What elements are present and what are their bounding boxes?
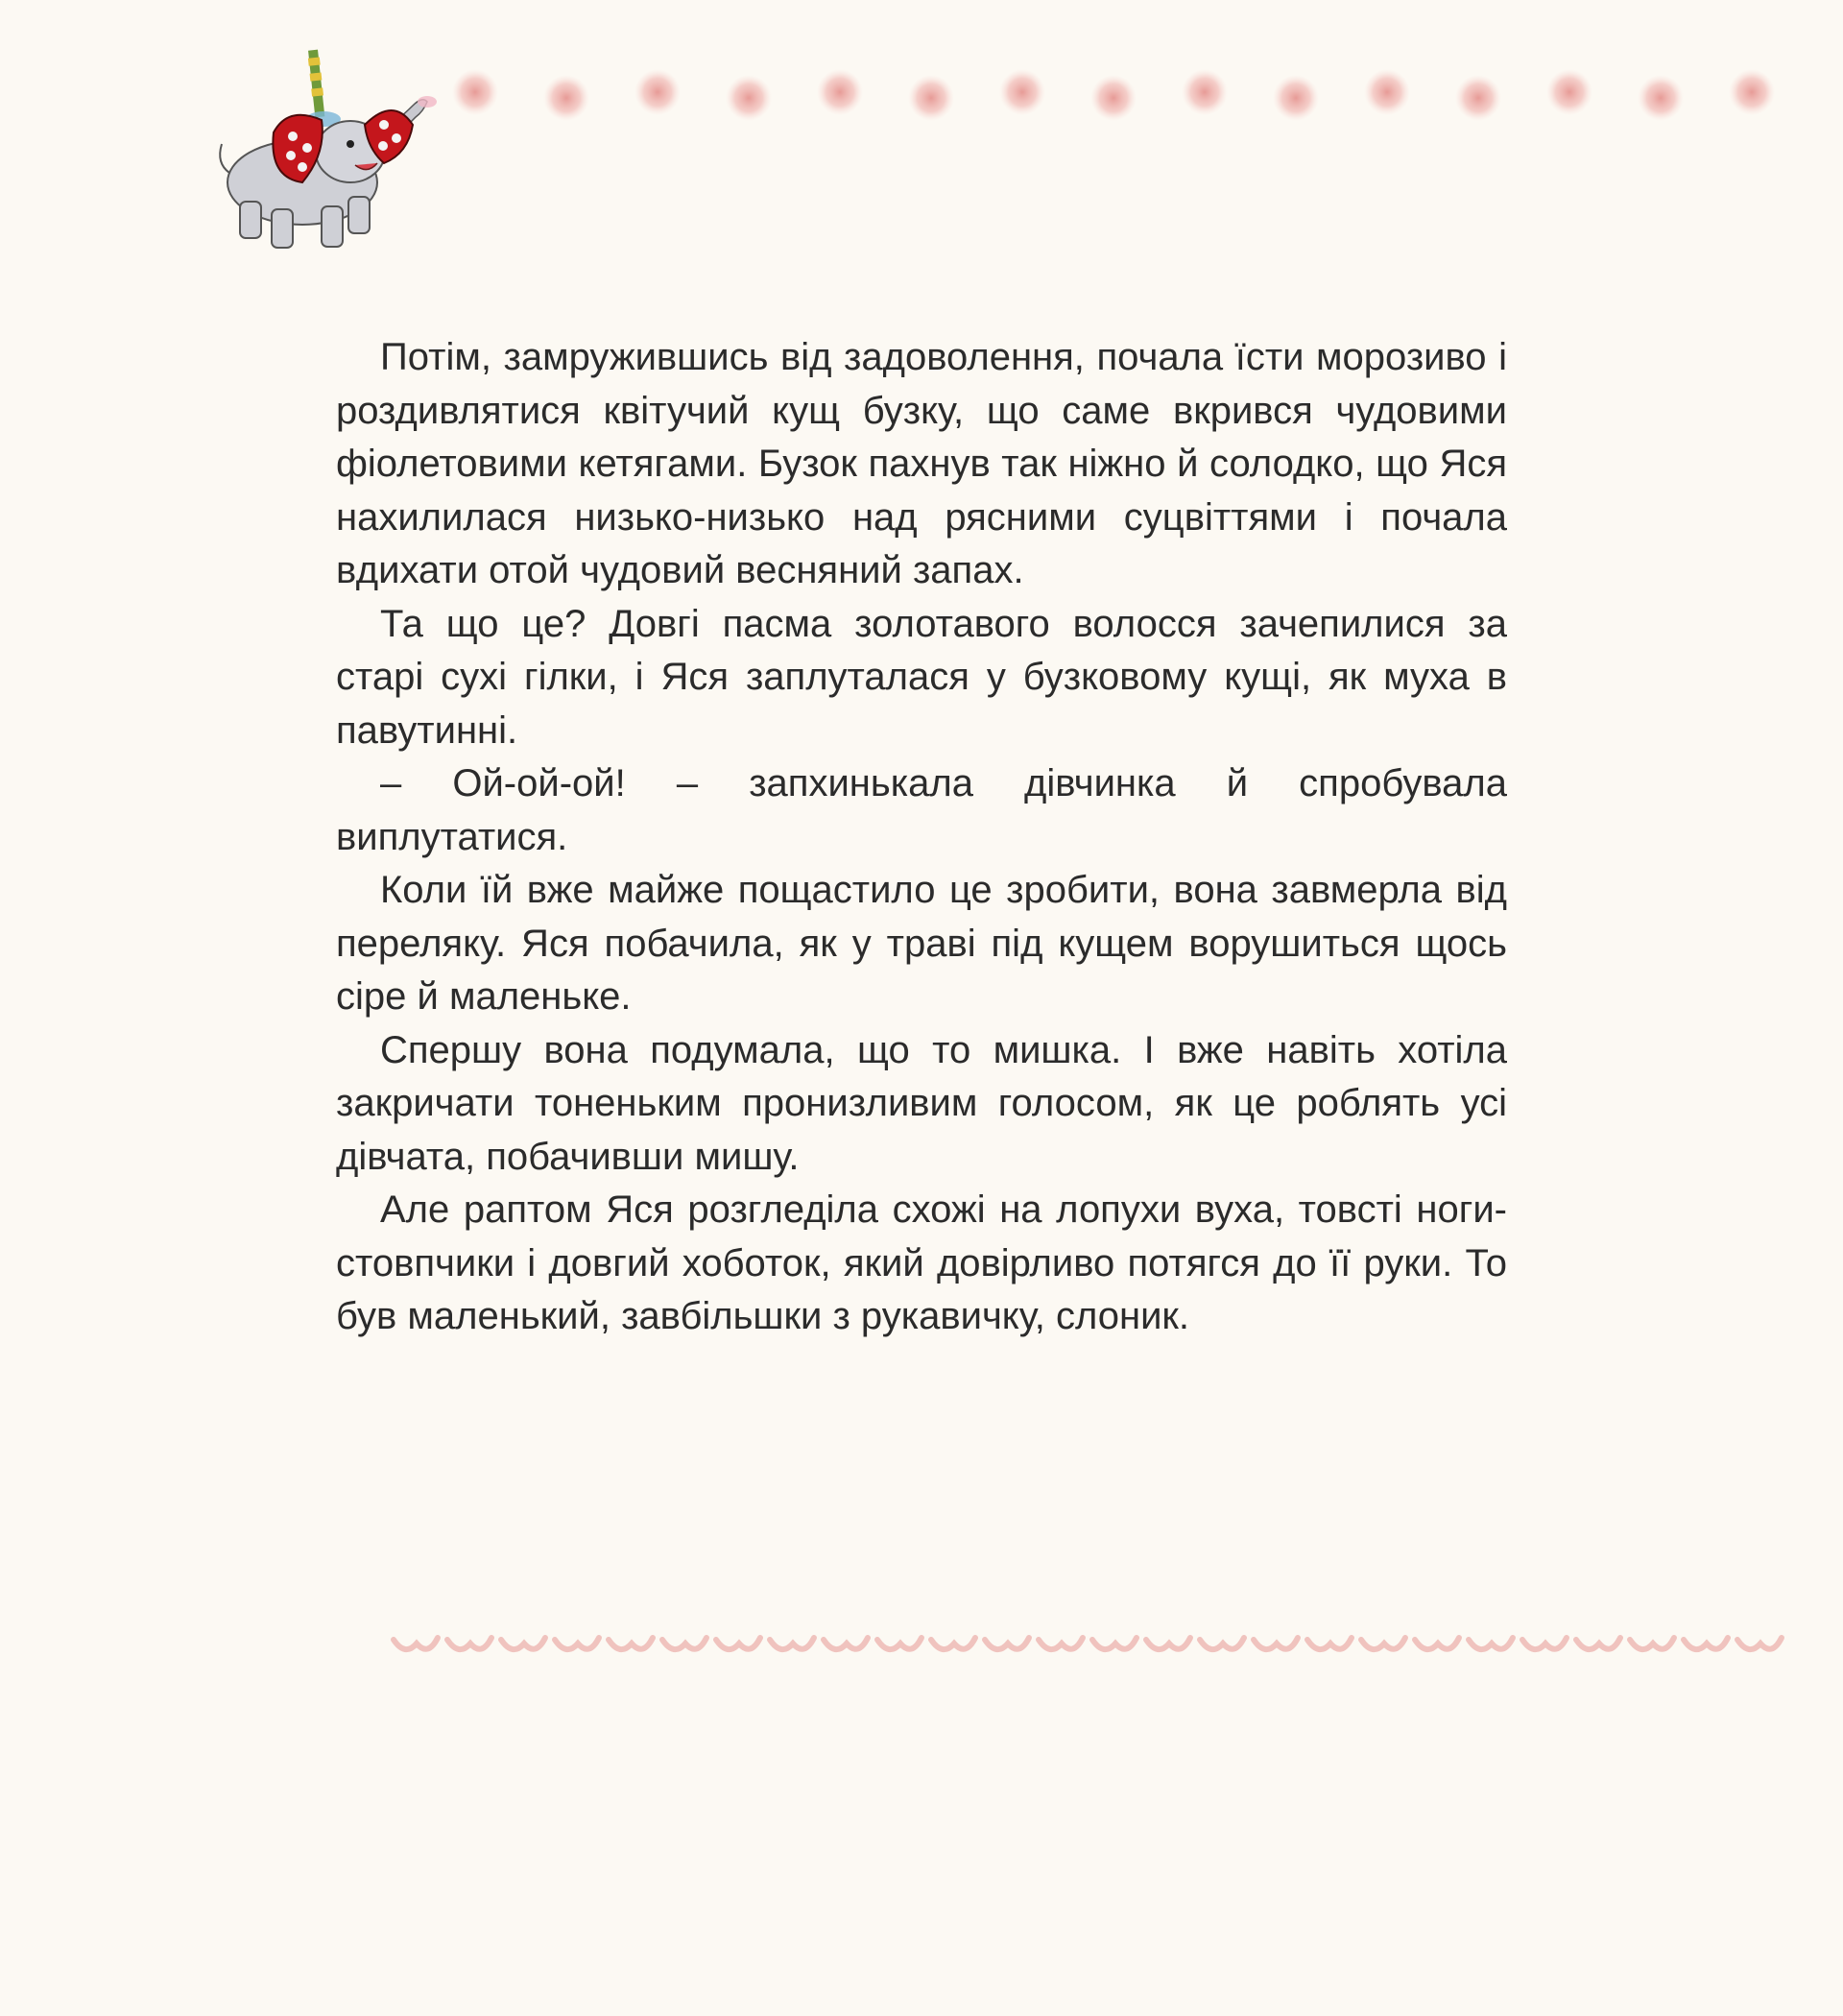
blossom-dot bbox=[1273, 75, 1319, 121]
wave-segment bbox=[1522, 1638, 1567, 1649]
wave-segment bbox=[931, 1638, 975, 1649]
blossom-dot bbox=[1455, 75, 1501, 121]
wave-segment bbox=[609, 1638, 653, 1649]
wave-segment bbox=[1630, 1638, 1674, 1649]
wave-segment bbox=[1415, 1638, 1459, 1649]
wave-segment bbox=[716, 1638, 760, 1649]
wave-segment bbox=[501, 1638, 545, 1649]
wave-segment bbox=[1039, 1638, 1083, 1649]
blossom-dot bbox=[1182, 69, 1228, 115]
wave-segment bbox=[394, 1638, 438, 1649]
story-text bbox=[336, 331, 1507, 1344]
blossom-dot bbox=[908, 75, 954, 121]
story-paragraph: Потім, замружившись від задоволення, почала їсти морозиво і роздивлятися квітучий кущ бузку, що саме вкрився чудовими фіолетовими кетягами. Бузок пахнув так ніжно й солодко, що Яся нахилилася низько-низько над рясними суцвіттями і почала вдихати отой чудовий весняний запах. bbox=[336, 336, 1507, 591]
story-paragraph: Спершу вона подумала, що то мишка. І вже навіть хотіла закричати тоненьким пронизливим голосом, як це роблять усі дівчата, побачивши мишу. bbox=[336, 1028, 1507, 1178]
blossom-dot bbox=[1090, 75, 1137, 121]
blossom-dot bbox=[817, 69, 863, 115]
wave-segment bbox=[1307, 1638, 1352, 1649]
story-paragraph: Та що це? Довгі пасма золотавого волосся зачепилися за старі сухі гілки, і Яся заплуталася у бузковому кущі, як муха в павутинні. bbox=[336, 602, 1507, 752]
pink-wave-border-icon bbox=[384, 1622, 1805, 1670]
wave-segment bbox=[1684, 1638, 1728, 1649]
blossom-dot bbox=[726, 75, 772, 121]
blossom-dot bbox=[543, 75, 589, 121]
story-paragraph: Коли їй вже майже пощастило це зробити, вона завмерла від переляку. Яся побачила, як у траві під кущем ворушиться щось сіре й маленьке. bbox=[336, 869, 1507, 1018]
wave-segment bbox=[1737, 1638, 1782, 1649]
wave-segment bbox=[555, 1638, 599, 1649]
wave-segment bbox=[662, 1638, 706, 1649]
blossom-dot bbox=[1364, 69, 1410, 115]
wave-segment bbox=[1469, 1638, 1513, 1649]
pink-blossom-dots-icon bbox=[451, 60, 1843, 136]
wave-segment bbox=[877, 1638, 922, 1649]
blossom-dot bbox=[1638, 75, 1684, 121]
wave-segment bbox=[985, 1638, 1029, 1649]
wave-segment bbox=[1146, 1638, 1190, 1649]
wave-segment bbox=[1576, 1638, 1620, 1649]
flying-elephant-icon bbox=[197, 48, 504, 259]
wave-segment bbox=[824, 1638, 868, 1649]
wave-segment bbox=[1092, 1638, 1137, 1649]
blossom-dot bbox=[634, 69, 681, 115]
blossom-dot bbox=[1546, 69, 1592, 115]
wave-segment bbox=[1254, 1638, 1298, 1649]
wave-segment bbox=[447, 1638, 491, 1649]
story-paragraph: – Ой-ой-ой! – запхинькала дівчинка й спробувала виплутатися. bbox=[336, 762, 1507, 858]
blossom-dot bbox=[999, 69, 1045, 115]
wave-segment bbox=[1200, 1638, 1244, 1649]
pink-wave-border-icon bbox=[384, 1968, 1824, 2016]
story-paragraph: Але раптом Яся розгледіла схожі на лопухи вуха, товсті ноги-стовпчики і довгий хоботок, який довірливо потягся до її руки. То був маленький, завбільшки з рукавичку, слоник. bbox=[336, 1188, 1507, 1337]
blossom-dot bbox=[1729, 69, 1775, 115]
wave-segment bbox=[1361, 1638, 1405, 1649]
wave-segment bbox=[770, 1638, 814, 1649]
striped-hat-icon bbox=[306, 50, 341, 127]
